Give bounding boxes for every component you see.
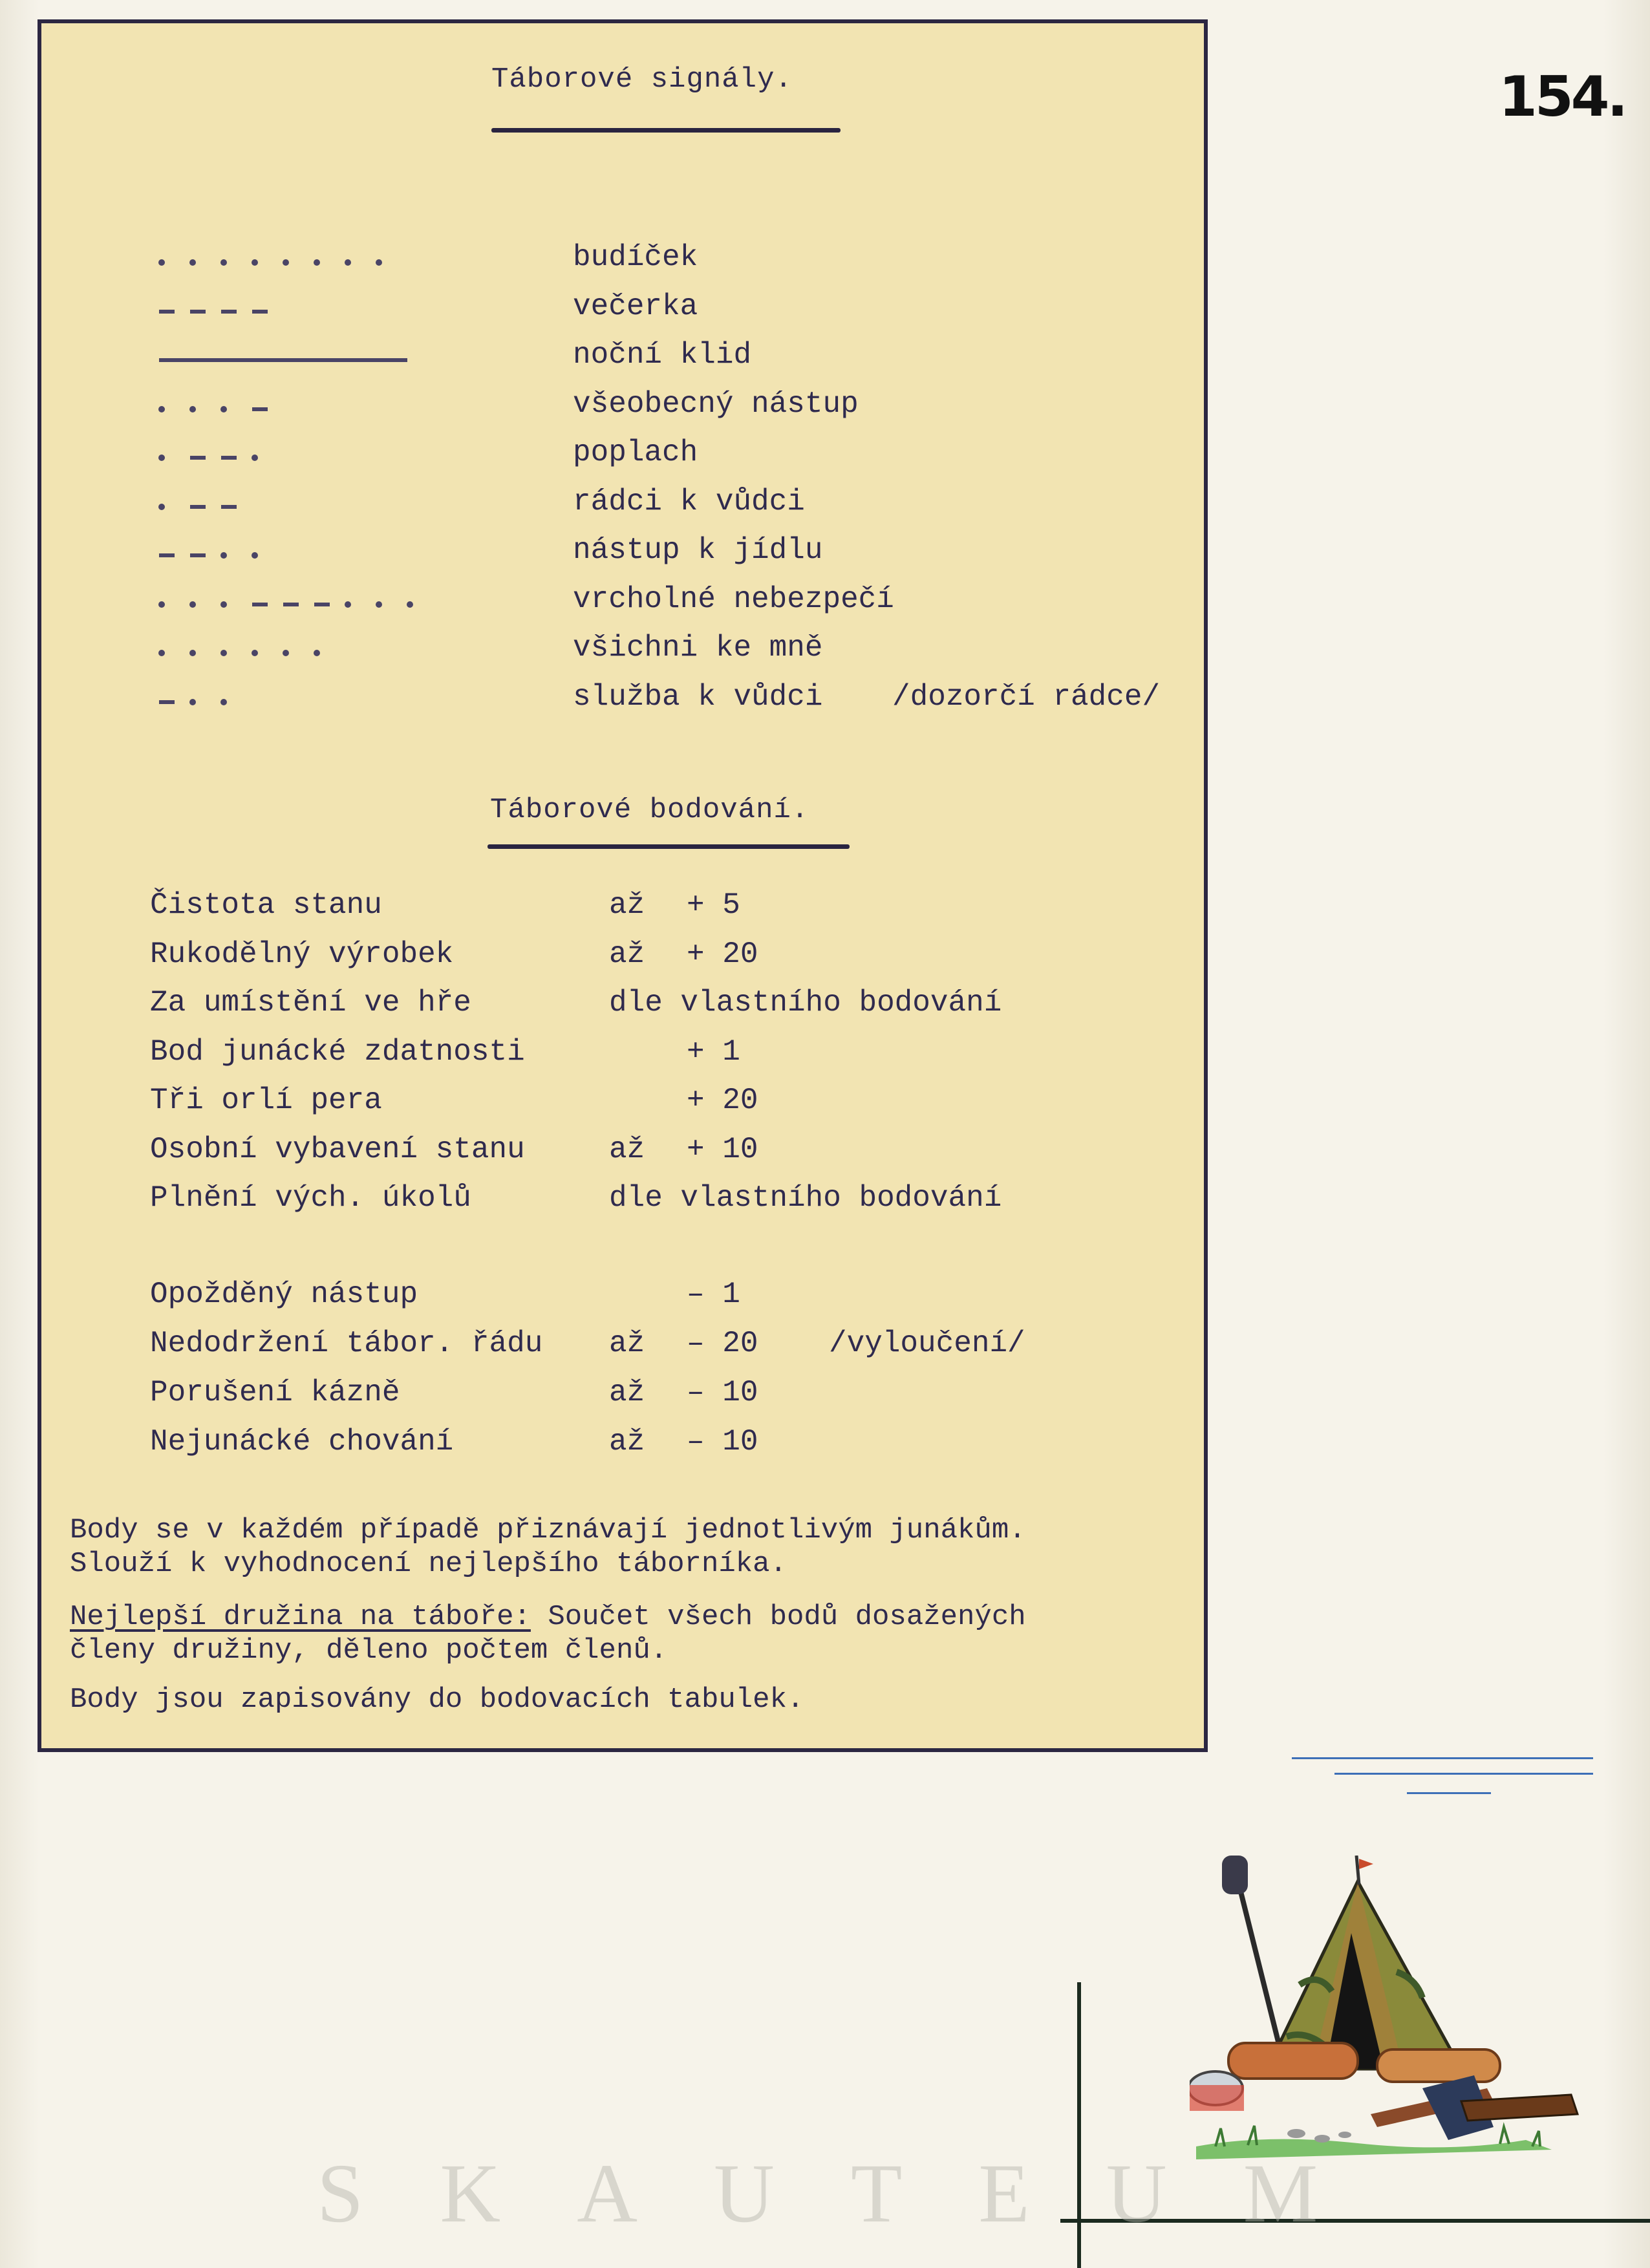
points-row-name: Porušení kázně: [150, 1376, 400, 1409]
signal-code: [155, 351, 543, 370]
signal-label: služba k vůdci: [573, 679, 823, 714]
blue-decor-line-1: [1292, 1757, 1593, 1759]
points-row-qualifier: až: [609, 1376, 645, 1409]
signal-label: nástup k jídlu: [573, 533, 823, 567]
signal-code: [155, 449, 543, 468]
signals-title-underline: [491, 128, 841, 133]
points-row-value: + 5: [687, 888, 740, 922]
points-row-name: Plnění vých. úkolů: [150, 1181, 471, 1215]
signal-note: /dozorčí rádce/: [892, 679, 1161, 714]
blue-decor-line-2: [1334, 1773, 1593, 1775]
points-row-name: Čistota stanu: [150, 888, 382, 922]
points-row-value: – 10: [687, 1425, 758, 1459]
signal-label: všichni ke mně: [573, 631, 823, 665]
points-row: [150, 1376, 1184, 1417]
points-row: [150, 1327, 1184, 1368]
signal-code: [155, 693, 543, 712]
points-row-name: Opožděný nástup: [150, 1278, 418, 1311]
points-row-name: Za umístění ve hře: [150, 986, 471, 1020]
points-row-name: Nedodržení tábor. řádu: [150, 1327, 543, 1360]
signal-row: [155, 241, 1190, 279]
points-row-name: Osobní vybavení stanu: [150, 1132, 525, 1166]
signal-row: [155, 533, 1190, 572]
note-line-1: Body se v každém případě přiznávají jednotlivým junákům.: [70, 1514, 1026, 1546]
points-title: Táborové bodování.: [490, 794, 809, 826]
signal-label: vrcholné nebezpečí: [573, 582, 894, 616]
points-row: [150, 1181, 1184, 1223]
points-row-value: + 10: [687, 1132, 758, 1166]
points-row-qualifier: až: [609, 937, 645, 971]
signal-code: [155, 595, 543, 615]
points-row-name: Rukodělný výrobek: [150, 937, 454, 971]
signal-label: všeobecný nástup: [573, 387, 859, 421]
points-row-value: – 10: [687, 1376, 758, 1409]
signal-code: [155, 253, 543, 273]
signal-code: [155, 498, 543, 517]
points-row-name: Nejunácké chování: [150, 1425, 454, 1459]
points-row-name: Tři orlí pera: [150, 1084, 382, 1117]
signal-label: poplach: [573, 436, 698, 469]
signal-code: [155, 400, 543, 420]
signal-label: rádci k vůdci: [573, 484, 805, 519]
points-row-note: /vyloučení/: [829, 1327, 1025, 1360]
signal-row: [155, 290, 1190, 328]
note-best-patrol: [70, 1601, 1026, 1633]
points-row-qualifier: až: [609, 1327, 645, 1360]
signal-row: [155, 387, 1190, 426]
note-line-2: Slouží k vyhodnocení nejlepšího táborníka.: [70, 1548, 787, 1580]
points-row-qualifier: až: [609, 1425, 645, 1459]
points-row: [150, 1425, 1184, 1466]
points-row: [150, 986, 1184, 1027]
note-line-5: Body jsou zapisovány do bodovacích tabulek.: [70, 1684, 804, 1716]
signal-row: [155, 485, 1190, 524]
signal-label: noční klid: [573, 338, 752, 372]
note-line-4: členy družiny, děleno počtem členů.: [70, 1634, 668, 1667]
signal-label: budíček: [573, 241, 698, 274]
points-row-qualifier: dle vlastního bodování: [609, 986, 1002, 1020]
signal-row: [155, 680, 1190, 719]
signal-code: [155, 303, 543, 322]
points-row: [150, 1035, 1184, 1076]
points-row: [150, 1133, 1184, 1174]
best-patrol-text: Součet všech bodů dosažených: [530, 1601, 1026, 1633]
points-row-value: – 20: [687, 1327, 758, 1360]
signals-title: Táborové signály.: [491, 63, 793, 96]
points-row-value: + 20: [687, 937, 758, 971]
points-row-value: + 1: [687, 1034, 740, 1069]
page-number: 154.: [1499, 65, 1626, 129]
blue-decor-line-3: [1407, 1792, 1491, 1794]
watermark: SKAUTEUM: [317, 2147, 1395, 2240]
signal-label: večerka: [573, 289, 698, 323]
tent-illustration: [1190, 1856, 1591, 2195]
points-row: [150, 888, 1184, 930]
points-row-value: + 20: [687, 1084, 758, 1117]
points-row: [150, 937, 1184, 979]
signal-row: [155, 631, 1190, 670]
points-row: [150, 1278, 1184, 1319]
points-row-qualifier: až: [609, 1132, 645, 1166]
signal-code: [155, 644, 543, 663]
points-row-name: Bod junácké zdatnosti: [150, 1034, 525, 1069]
best-patrol-label: Nejlepší družina na táboře:: [70, 1601, 531, 1633]
points-title-underline: [488, 844, 850, 849]
typed-sheet: [38, 19, 1208, 1752]
points-row-value: – 1: [687, 1278, 740, 1311]
signal-row: [155, 583, 1190, 621]
points-row-qualifier: dle vlastního bodování: [609, 1181, 1002, 1215]
points-row-qualifier: až: [609, 888, 645, 922]
signal-row: [155, 338, 1190, 377]
signal-row: [155, 436, 1190, 475]
points-row: [150, 1084, 1184, 1125]
signal-code: [155, 546, 543, 566]
